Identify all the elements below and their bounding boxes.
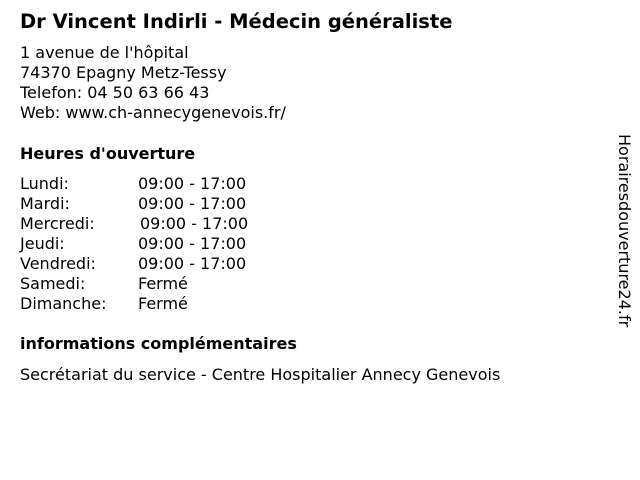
day-label: Dimanche:	[20, 294, 107, 313]
day-label: Mardi:	[20, 194, 70, 213]
opening-hours-table	[20, 174, 320, 314]
site-watermark: Horairesdouverture24.fr	[615, 134, 634, 328]
time-value: 09:00 - 17:00	[138, 194, 247, 213]
website: Web: www.ch-annecygenevois.fr/	[20, 103, 286, 122]
opening-hours-heading: Heures d'ouverture	[20, 144, 196, 163]
hours-row-thursday	[20, 234, 320, 254]
city-address: 74370 Epagny Metz-Tessy	[20, 63, 227, 82]
hours-row-friday	[20, 254, 320, 274]
day-label: Samedi:	[20, 274, 86, 293]
time-value: 09:00 - 17:00	[140, 214, 249, 233]
hours-row-wednesday	[20, 214, 320, 234]
additional-info-heading: informations complémentaires	[20, 334, 297, 353]
hours-row-sunday	[20, 294, 320, 314]
page-title: Dr Vincent Indirli - Médecin généraliste	[20, 10, 453, 33]
day-label: Jeudi:	[20, 234, 65, 253]
hours-row-saturday	[20, 274, 320, 294]
day-label: Vendredi:	[20, 254, 96, 273]
phone-number: Telefon: 04 50 63 66 43	[20, 83, 210, 102]
time-value: 09:00 - 17:00	[138, 254, 247, 273]
time-value: Fermé	[138, 294, 188, 313]
day-label: Mercredi:	[20, 214, 95, 233]
hours-row-monday	[20, 174, 320, 194]
time-value: 09:00 - 17:00	[138, 234, 247, 253]
street-address: 1 avenue de l'hôpital	[20, 43, 189, 62]
additional-info-text: Secrétariat du service - Centre Hospitalier Annecy Genevois	[20, 365, 501, 384]
hours-row-tuesday	[20, 194, 320, 214]
day-label: Lundi:	[20, 174, 69, 193]
time-value: 09:00 - 17:00	[138, 174, 247, 193]
address-block	[20, 43, 286, 123]
time-value: Fermé	[138, 274, 188, 293]
